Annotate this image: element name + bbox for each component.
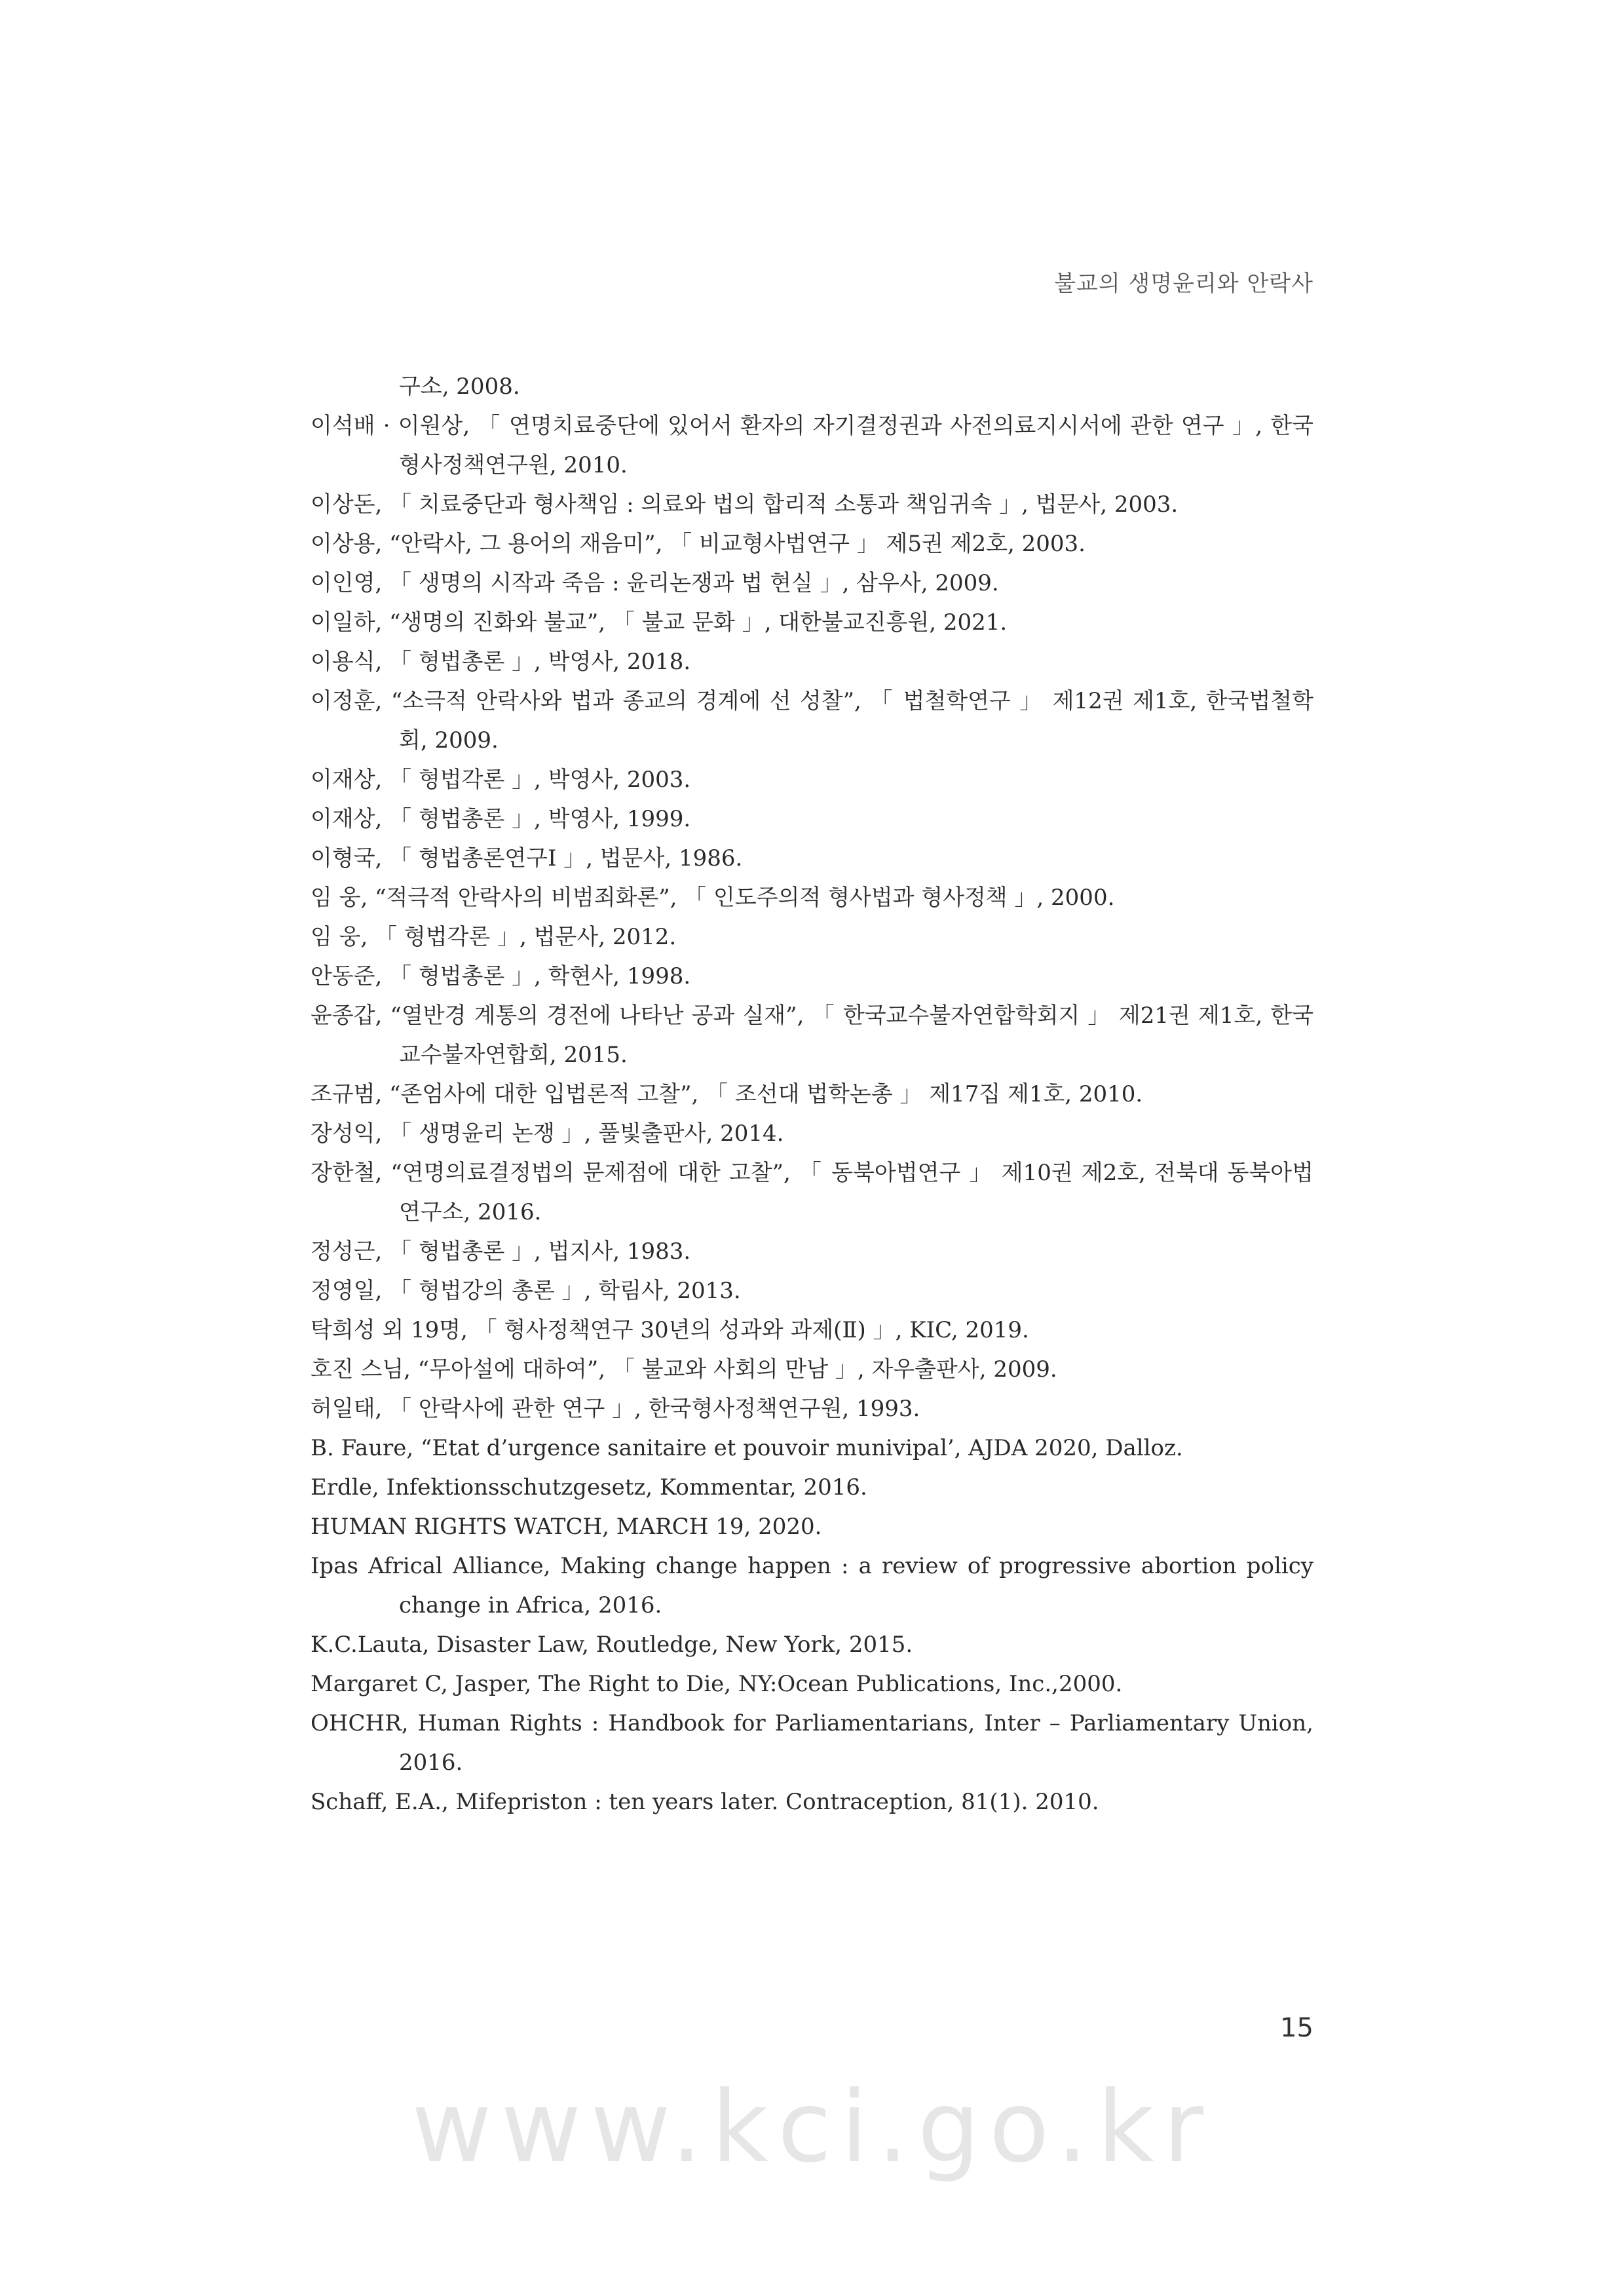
reference-item: 임 웅, “적극적 안락사의 비범죄화론”, 「 인도주의적 형사법과 형사정책 」, 2000. — [311, 885, 1115, 911]
reference-item: 이상용, “안락사, 그 용어의 재음미”, 「 비교형사법연구 」 제5권 제2호, 2003. — [311, 531, 1086, 557]
reference-item: 이재상, 「 형법각론 」, 박영사, 2003. — [311, 767, 691, 793]
reference-item: 정영일, 「 형법강의 총론 」, 학림사, 2013. — [311, 1278, 741, 1304]
reference-item: 임 웅, 「 형법각론 」, 법문사, 2012. — [311, 924, 677, 950]
reference-item: Erdle, Infektionsschutzgesetz, Kommentar, 2016. — [311, 1474, 867, 1501]
reference-item: 조규범, “존엄사에 대한 입법론적 고찰”, 「 조선대 법학논총 」 제17집 제1호, 2010. — [311, 1081, 1143, 1107]
reference-item: 이석배 · 이원상, 「 연명치료중단에 있어서 환자의 자기결정권과 사전의료지시서에 관한 연구 」, 한국형사정책연구원, 2010. — [311, 413, 1313, 478]
reference-item: 안동준, 「 형법총론 」, 학현사, 1998. — [311, 963, 691, 989]
running-header: 불교의 생명윤리와 안락사 — [1054, 271, 1313, 297]
watermark: www.kci.go.kr — [411, 2071, 1213, 2185]
reference-item: K.C.Lauta, Disaster Law, Routledge, New York, 2015. — [311, 1632, 913, 1658]
reference-item: 이정훈, “소극적 안락사와 법과 종교의 경계에 선 성찰”, 「 법철학연구 」 제12권 제1호, 한국법철학회, 2009. — [311, 688, 1313, 754]
reference-item: 이인영, 「 생명의 시작과 죽음 : 윤리논쟁과 법 현실 」, 삼우사, 2009. — [311, 570, 999, 596]
reference-item: 이상돈, 「 치료중단과 형사책임 : 의료와 법의 합리적 소통과 책임귀속 」, 법문사, 2003. — [311, 491, 1179, 518]
page-number: 15 — [1280, 2013, 1313, 2043]
reference-item: 윤종갑, “열반경 계통의 경전에 나타난 공과 실재”, 「 한국교수불자연합학회지 」 제21권 제1호, 한국교수불자연합회, 2015. — [311, 1003, 1313, 1068]
reference-item: Schaff, E.A., Mifepriston : ten years later. Contraception, 81(1). 2010. — [311, 1789, 1099, 1815]
reference-item: Ipas Africal Alliance, Making change happen : a review of progressive abortion policy change in Africa, 2016. — [311, 1553, 1313, 1618]
reference-item: HUMAN RIGHTS WATCH, MARCH 19, 2020. — [311, 1514, 822, 1540]
reference-item: 이일하, “생명의 진화와 불교”, 「 불교 문화 」, 대한불교진흥원, 2021. — [311, 609, 1008, 636]
reference-item: 이형국, 「 형법총론연구Ⅰ 」, 법문사, 1986. — [311, 845, 743, 871]
reference-item: 장한철, “연명의료결정법의 문제점에 대한 고찰”, 「 동북아법연구 」 제10권 제2호, 전북대 동북아법연구소, 2016. — [311, 1160, 1313, 1225]
reference-item: 장성익, 「 생명윤리 논쟁 」, 풀빛출판사, 2014. — [311, 1120, 784, 1147]
reference-list — [311, 367, 1313, 1822]
reference-item: 탁희성 외 19명, 「 형사정책연구 30년의 성과와 과제(Ⅱ) 」, KIC, 2019. — [311, 1317, 1029, 1343]
reference-item: B. Faure, “Etat d’urgence sanitaire et pouvoir munivipal’, AJDA 2020, Dalloz. — [311, 1435, 1183, 1461]
reference-item: 구소, 2008. — [399, 373, 520, 400]
reference-item: Margaret C, Jasper, The Right to Die, NY:Ocean Publications, Inc.,2000. — [311, 1671, 1123, 1697]
reference-item: 허일태, 「 안락사에 관한 연구 」, 한국형사정책연구원, 1993. — [311, 1396, 920, 1422]
reference-item: 호진 스님, “무아설에 대하여”, 「 불교와 사회의 만남 」, 자우출판사, 2009. — [311, 1356, 1057, 1383]
reference-item: 정성근, 「 형법총론 」, 법지사, 1983. — [311, 1238, 691, 1265]
reference-item: 이용식, 「 형법총론 」, 박영사, 2018. — [311, 649, 691, 675]
reference-item: OHCHR, Human Rights : Handbook for Parliamentarians, Inter – Parliamentary Union, 2016. — [311, 1710, 1313, 1776]
reference-item: 이재상, 「 형법총론 」, 박영사, 1999. — [311, 806, 691, 832]
